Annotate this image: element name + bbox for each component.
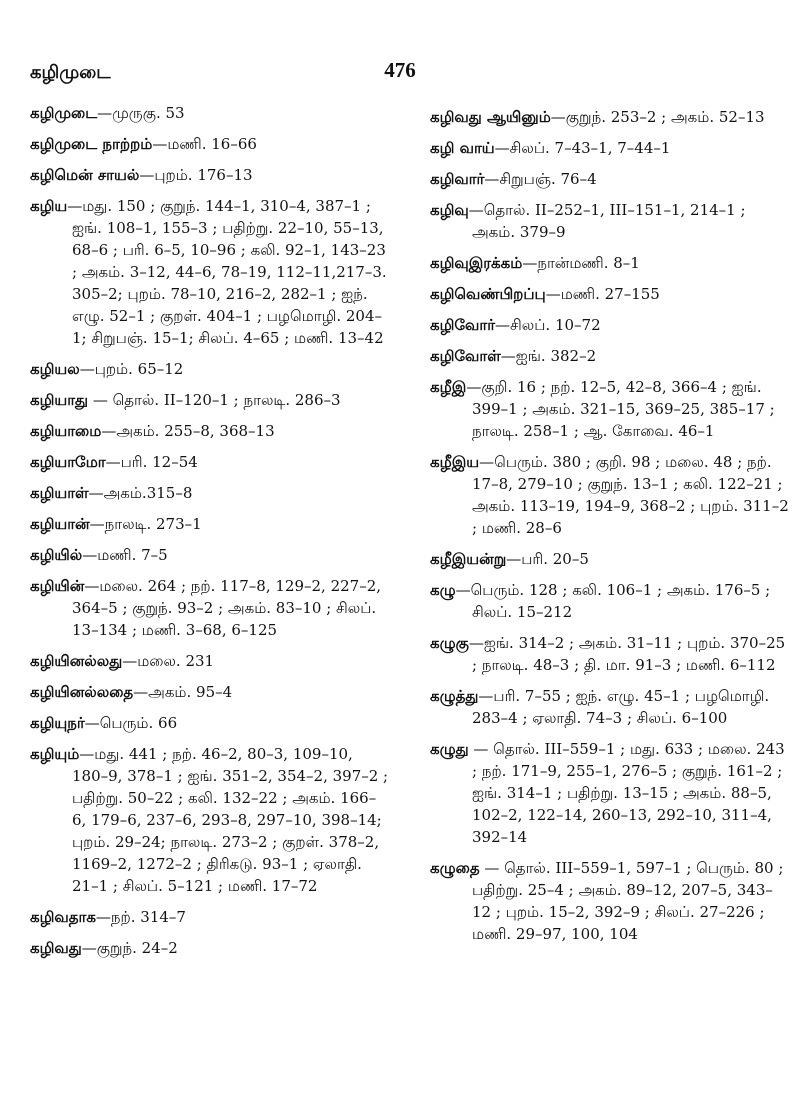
index-entry	[30, 420, 390, 442]
entry-headword: கழு	[430, 581, 456, 599]
index-entry	[430, 314, 790, 336]
page-number: 476	[384, 58, 416, 82]
entry-references: —அகம். 255–8, 368–13	[101, 422, 275, 440]
entry-references: —பெரும். 128 ; கலி. 106–1 ; அகம். 176–5 ; சிலப். 15–212	[455, 581, 771, 621]
entry-references: —பெரும். 380 ; குறி. 98 ; மலை. 48 ; நற். 17–8, 279–10 ; குறுந். 13–1 ; கலி. 122–21 ; அகம். 113–19, 194–9, 368–2 ; புறம். 311–2 ; மணி. 28–6	[472, 453, 789, 537]
entry-references: —ஐங். 382–2	[500, 347, 597, 365]
index-entry	[430, 451, 790, 539]
entry-headword: கழுதை	[430, 859, 480, 877]
index-entry	[430, 345, 790, 367]
entry-headword: கழிவார்	[430, 170, 485, 188]
entry-references: —நான்மணி. 8–1	[522, 254, 640, 272]
entry-headword: கழியாள்	[30, 484, 89, 502]
index-entry	[430, 252, 790, 274]
entry-references: —பெரும். 66	[84, 714, 178, 732]
index-entry	[430, 137, 790, 159]
index-entry	[430, 548, 790, 570]
entry-references: —பரி. 12–54	[105, 453, 198, 471]
entry-references: —புறம். 65–12	[79, 360, 184, 378]
entry-headword: கழீஇ	[430, 378, 467, 396]
entry-headword: கழிவது ஆயினும்	[430, 108, 551, 126]
entry-headword: கழி வாய்	[430, 139, 495, 157]
entry-references: —மணி. 27–155	[545, 285, 660, 303]
index-entry	[30, 164, 390, 186]
entry-headword: கழிவதாக	[30, 908, 96, 926]
index-entry	[30, 544, 390, 566]
entry-references: —நாலடி. 273–1	[89, 515, 202, 533]
entry-references: — தொல். III–559–1 ; மது. 633 ; மலை. 243 ; நற். 171–9, 255–1, 276–5 ; குறுந். 161–2 ; ஐங். 314–1 ; பதிற்று. 13–15 ; அகம். 88–5, 102–2, 122–14, 260–13, 292–10, 311–4, 392–14	[468, 740, 785, 846]
entry-headword: கழியான்	[30, 515, 90, 533]
index-entry	[30, 937, 390, 959]
index-entry	[30, 358, 390, 380]
entry-references: —குறுந். 253–2 ; அகம். 52–13	[550, 108, 765, 126]
entry-references: —மலை. 231	[122, 652, 215, 670]
entry-headword: கழிய	[30, 197, 68, 215]
index-entry	[30, 389, 390, 411]
entry-headword: கழீஇய	[430, 453, 480, 471]
entry-references: —மணி. 7–5	[82, 546, 168, 564]
entry-references: —தொல். II–252–1, III–151–1, 214–1 ; அகம். 379–9	[468, 201, 746, 241]
entry-references: —புறம். 176–13	[139, 166, 253, 184]
entry-headword: கழீஇயன்று	[430, 550, 507, 568]
index-entry	[430, 106, 790, 128]
index-entry	[30, 712, 390, 734]
index-entry	[30, 743, 390, 897]
entry-references: —மது. 441 ; நற். 46–2, 80–3, 109–10, 180–9, 378–1 ; ஐங். 351–2, 354–2, 397–2 ; பதிற்று. 50–22 ; கலி. 132–22 ; அகம். 166–6, 179–6, 237–6, 293–8, 297–10, 398–14; புறம். 29–24; நாலடி. 273–2 ; குறள். 378–2, 1169–2, 1272–2 ; திரிகடு. 93–1 ; ஏலாதி. 21–1 ; சிலப். 5–121 ; மணி. 17–72	[72, 745, 389, 895]
entry-references: — தொல். II–120–1 ; நாலடி. 286–3	[88, 391, 341, 409]
entry-headword: கழிமுடை	[30, 104, 98, 122]
index-entry	[430, 685, 790, 729]
index-entry	[430, 283, 790, 305]
entry-headword: கழிவு	[430, 201, 469, 219]
entry-references: —பரி. 20–5	[506, 550, 589, 568]
entry-headword: கழுகு	[430, 634, 469, 652]
entry-references: —மணி. 16–66	[152, 135, 257, 153]
entry-headword: கழுத்து	[430, 687, 479, 705]
entry-references: —முருகு. 53	[97, 104, 185, 122]
entry-references: —அகம். 95–4	[133, 683, 233, 701]
entry-headword: கழிவோர்	[430, 316, 496, 334]
index-entry	[30, 102, 390, 124]
index-entry	[30, 451, 390, 473]
entry-headword: கழியுநர்	[30, 714, 85, 732]
running-head: கழிமுடை	[30, 62, 111, 83]
index-entry	[30, 482, 390, 504]
entry-references: —சிலப். 10–72	[495, 316, 601, 334]
index-entry	[30, 906, 390, 928]
index-entry	[30, 133, 390, 155]
entry-references: —மலை. 264 ; நற். 117–8, 129–2, 227–2, 364–5 ; குறுந். 93–2 ; அகம். 83–10 ; சிலப். 13–134 ; மணி. 3–68, 6–125	[72, 577, 382, 639]
entry-headword: கழிவெண்பிறப்பு	[430, 285, 546, 303]
index-entry	[430, 376, 790, 442]
entry-references: —சிலப். 7–43–1, 7–44–1	[494, 139, 671, 157]
entry-headword: கழியாமை	[30, 422, 102, 440]
entry-references: —பரி. 7–55 ; ஐந். எழு. 45–1 ; பழமொழி. 283–4 ; ஏலாதி. 74–3 ; சிலப். 6–100	[472, 687, 770, 727]
entry-headword: கழியினல்லது	[30, 652, 123, 670]
entry-headword: கழிவுஇரக்கம்	[430, 254, 523, 272]
entry-headword: கழிமுடை நாற்றம்	[30, 135, 153, 153]
entry-headword: கழியில்	[30, 546, 83, 564]
entry-references: —குறி. 16 ; நற். 12–5, 42–8, 366–4 ; ஐங். 399–1 ; அகம். 321–15, 369–25, 385–17 ; நாலடி. 258–1 ; ஆ. கோவை. 46–1	[466, 378, 775, 440]
index-entry	[30, 650, 390, 672]
index-entry	[30, 575, 390, 641]
index-entry	[30, 681, 390, 703]
entry-references: —அகம்.315–8	[88, 484, 193, 502]
entry-headword: கழிமென் சாயல்	[30, 166, 140, 184]
entry-references: —ஐங். 314–2 ; அகம். 31–11 ; புறம். 370–25 ; நாலடி. 48–3 ; தி. மா. 91–3 ; மணி. 6–112	[468, 634, 786, 674]
index-entry	[30, 513, 390, 535]
index-entry	[430, 857, 790, 945]
entry-headword: கழுது	[430, 740, 469, 758]
entry-headword: கழியாது	[30, 391, 89, 409]
entry-headword: கழியினல்லதை	[30, 683, 134, 701]
entry-references: —மது. 150 ; குறுந். 144–1, 310–4, 387–1 ; ஐங். 108–1, 155–3 ; பதிற்று. 22–10, 55–13, 68–6 ; பரி. 6–5, 10–96 ; கலி. 92–1, 143–23 ; அகம். 3–12, 44–6, 78–19, 112–11,217–3. 305–2; புறம். 78–10, 216–2, 282–1 ; ஐந். எழு. 52–1 ; குறள். 404–1 ; பழமொழி. 204–1; சிறுபஞ். 15–1; சிலப். 4–65 ; மணி. 13–42	[67, 197, 387, 347]
left-column	[30, 102, 390, 968]
entry-references: —சிறுபஞ். 76–4	[484, 170, 597, 188]
entry-headword: கழிவோள்	[430, 347, 501, 365]
entry-references: —குறுந். 24–2	[81, 939, 178, 957]
entry-headword: கழிவது	[30, 939, 82, 957]
right-column	[430, 106, 790, 954]
entry-references: —நற். 314–7	[95, 908, 186, 926]
index-entry	[430, 579, 790, 623]
index-entry	[430, 632, 790, 676]
index-entry	[430, 738, 790, 848]
index-entry	[430, 199, 790, 243]
entry-headword: கழியல	[30, 360, 80, 378]
index-entry	[30, 195, 390, 349]
entry-references: — தொல். III–559–1, 597–1 ; பெரும். 80 ; பதிற்று. 25–4 ; அகம். 89–12, 207–5, 343–12 ; புறம். 15–2, 392–9 ; சிலப். 27–226 ; மணி. 29–97, 100, 104	[472, 859, 784, 943]
entry-headword: கழியாமோ	[30, 453, 106, 471]
entry-headword: கழியின்	[30, 577, 85, 595]
entry-headword: கழியும்	[30, 745, 80, 763]
index-entry	[430, 168, 790, 190]
